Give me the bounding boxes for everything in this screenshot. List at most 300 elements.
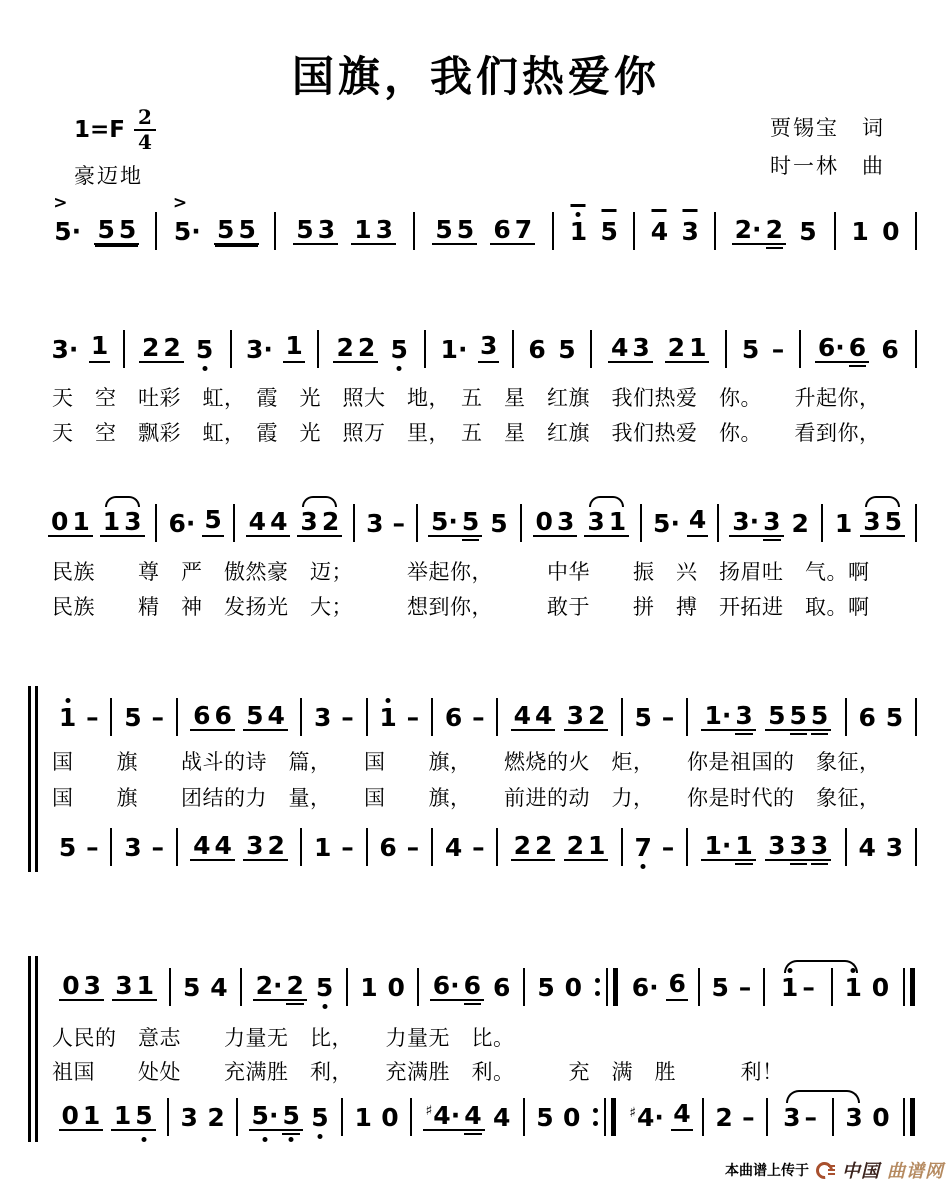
barline (915, 330, 917, 368)
octave-dot-high (65, 698, 70, 703)
barline (431, 698, 433, 736)
note: 3 (556, 506, 575, 536)
barline (496, 698, 498, 736)
barline (915, 212, 917, 250)
note: 0 (872, 1102, 890, 1132)
octave-dot-low (397, 366, 402, 371)
barline (552, 212, 554, 250)
note: – (406, 832, 420, 862)
note: 5 (217, 214, 235, 244)
note: 3 (300, 506, 318, 536)
note-group (214, 214, 259, 245)
note: 4 (193, 830, 211, 860)
barline (621, 828, 623, 866)
note: 4 (270, 506, 288, 536)
sharp-icon: ♯ (629, 1104, 636, 1121)
note: 4 (210, 972, 228, 1002)
note: 5 (810, 700, 829, 730)
measure (624, 832, 685, 868)
measure (720, 506, 820, 544)
barline (845, 698, 847, 736)
measure (179, 830, 299, 868)
note: – (771, 334, 785, 364)
octave-dot-low (289, 1137, 294, 1142)
accent-mark: > (172, 192, 188, 213)
score-line-3 (38, 496, 918, 544)
barline (413, 212, 415, 250)
note: 4 (687, 507, 708, 537)
sharp-icon: ♯ (425, 1102, 433, 1119)
measure (848, 702, 914, 738)
note-group (608, 332, 653, 363)
note: – (472, 832, 485, 862)
note-group (243, 700, 288, 731)
tempo-marking: 豪迈地 (74, 165, 143, 188)
barline (714, 212, 716, 250)
measure (38, 330, 122, 370)
note: – (341, 832, 354, 862)
note: 1 (834, 508, 853, 538)
measure (158, 192, 274, 252)
measure (172, 972, 238, 1008)
barline (590, 330, 592, 368)
note: 1 (588, 830, 606, 860)
note-group (815, 332, 869, 363)
measure (369, 832, 430, 868)
note: 3· (732, 506, 760, 536)
note: 6 (214, 700, 232, 730)
note: 6 (881, 334, 899, 364)
note-group (765, 830, 831, 861)
note-group (584, 506, 629, 537)
note: 6 (379, 832, 397, 862)
note: – (86, 832, 99, 862)
composer-credit: 时一林 曲 (770, 153, 885, 178)
tenuto-mark (683, 209, 698, 212)
note: 0 (61, 1100, 79, 1130)
barline (640, 504, 642, 542)
octave-dot-high (851, 968, 856, 973)
measure (179, 700, 299, 738)
barline (717, 504, 719, 542)
barline-thin (604, 1098, 606, 1136)
note: 5 (97, 214, 115, 244)
note: 1 (82, 1100, 101, 1130)
note-group (246, 506, 291, 537)
note: 3 (885, 832, 904, 862)
measure (689, 700, 844, 738)
note-group (428, 506, 482, 537)
note: 1 (354, 214, 372, 244)
measure (619, 1098, 701, 1138)
measure (824, 506, 914, 544)
note: – (661, 702, 675, 732)
measure (526, 972, 592, 1008)
note: 3 (587, 506, 605, 536)
note: 7 (632, 835, 653, 861)
barline (123, 330, 125, 368)
measure (499, 700, 619, 738)
barline (915, 504, 917, 542)
barline (417, 968, 419, 1006)
measure (555, 216, 632, 252)
barline (233, 504, 235, 542)
note-group (112, 970, 157, 1001)
note: 5 (461, 506, 480, 536)
note: 1 (377, 705, 398, 731)
note: 6 (444, 702, 463, 732)
time-signature (134, 106, 156, 154)
measure (303, 702, 364, 738)
note-group (564, 700, 609, 731)
note: 4 (513, 700, 532, 730)
note: 1 (735, 830, 753, 860)
repeat-dots (595, 968, 600, 1006)
measure (766, 972, 829, 1008)
tenuto-mark (602, 209, 617, 212)
note: 5 (599, 219, 620, 245)
note: 3 (789, 830, 807, 860)
note: 5 (634, 702, 652, 732)
note: 6 (463, 970, 482, 1000)
note-group (100, 506, 145, 537)
barline-thin (606, 968, 608, 1006)
note: 6 (848, 332, 867, 362)
barline (240, 968, 242, 1006)
note: 1 (779, 975, 800, 1001)
note-group (732, 214, 786, 245)
barline (915, 828, 917, 866)
note: 4 (214, 830, 232, 860)
note-group (190, 700, 235, 731)
note: 3 (246, 830, 264, 860)
meter-denominator: 4 (138, 130, 152, 154)
note: – (742, 1102, 755, 1132)
note: 5 (124, 702, 142, 732)
note: 2 (321, 506, 340, 536)
barline (512, 330, 514, 368)
barline (410, 1098, 412, 1136)
note: 3 (680, 219, 701, 245)
note: 4 (671, 1101, 692, 1131)
note: 3 (180, 1102, 198, 1132)
note: 0 (871, 972, 890, 1002)
note: 2 (357, 332, 376, 362)
measure (48, 1100, 166, 1138)
note: 2 (667, 332, 686, 362)
barline (110, 698, 112, 736)
measure (48, 702, 109, 738)
note: 3 (115, 970, 133, 1000)
note: 3 (375, 214, 394, 244)
octave-dot-high (576, 212, 581, 217)
octave-dot-low (318, 1134, 323, 1139)
barline (300, 698, 302, 736)
octave-dot-low (322, 1004, 327, 1009)
measure (636, 216, 713, 252)
measure (834, 972, 900, 1008)
measure (835, 1102, 900, 1138)
barline (341, 1098, 343, 1136)
note: 0 (50, 506, 69, 536)
note: 2 (765, 214, 783, 244)
note: 0 (535, 506, 553, 536)
barline (766, 1098, 768, 1136)
octave-dot-low (202, 366, 207, 371)
barline-thin (903, 968, 905, 1006)
measure (624, 702, 685, 738)
note: 0 (564, 972, 582, 1002)
note: 6· (817, 332, 845, 362)
barline (167, 1098, 169, 1136)
barline (366, 698, 368, 736)
note: 1· (704, 830, 732, 860)
note: 5 (536, 1102, 554, 1132)
site-logo-icon (816, 1162, 835, 1179)
note-group (765, 700, 831, 731)
score-line-2 (38, 322, 918, 370)
note: 5· > (172, 192, 201, 246)
note: – (802, 972, 815, 1002)
repeat-dots (593, 1098, 598, 1136)
accent-mark: > (53, 192, 68, 213)
note: 6 (666, 971, 687, 1001)
barline (300, 828, 302, 866)
score-line-5-voice2 (48, 1090, 918, 1138)
barline (176, 698, 178, 736)
measure (701, 972, 762, 1008)
note: ♯4· (425, 1100, 461, 1130)
note: 1 (113, 1100, 132, 1130)
repeat-barline (593, 1098, 617, 1138)
note: 5· (653, 508, 680, 538)
note-group (190, 830, 235, 861)
note: 1 (72, 506, 90, 536)
measure (113, 832, 174, 868)
note-group (351, 214, 396, 245)
lyric-line-verse1: 天 空 吐彩 虹， 霞 光 照大 地， 五 星 红旗 我们热爱 你。 升起你， (52, 386, 881, 410)
measure (499, 830, 619, 868)
note-group (564, 830, 609, 861)
barline (686, 698, 688, 736)
measure (356, 508, 415, 544)
note: 5 (388, 337, 409, 363)
note: – (392, 508, 406, 538)
barline (834, 212, 836, 250)
measure (728, 334, 797, 370)
note: 3 (810, 830, 829, 860)
note: 2 (207, 1102, 225, 1132)
watermark[interactable] (725, 1157, 944, 1183)
barline (915, 698, 917, 736)
note: 2 (588, 700, 606, 730)
barline-thick (613, 968, 618, 1006)
score-line-5-voice1 (48, 960, 918, 1008)
measure (769, 1102, 831, 1138)
note-group (533, 506, 578, 537)
note-group (94, 214, 139, 245)
measure (320, 332, 423, 370)
measure (419, 506, 519, 544)
lyric-line-verse2: 国 旗 团结的力 量， 国 旗， 前进的动 力， 你是时代的 象征， (52, 786, 881, 810)
barline (520, 504, 522, 542)
barline (831, 968, 833, 1006)
barline (366, 828, 368, 866)
system-bracket (28, 956, 38, 1142)
note: 2· (734, 214, 762, 244)
measure (158, 504, 231, 544)
note: 3 (366, 508, 384, 538)
key-signature (74, 106, 156, 154)
measure (38, 192, 154, 252)
barline (633, 212, 635, 250)
note: 4 (248, 506, 267, 536)
note-group (423, 1100, 485, 1131)
note: 2 (141, 332, 160, 362)
site-name-strong: 中国 (842, 1161, 880, 1181)
measure (515, 334, 589, 370)
note-group (511, 700, 556, 731)
note: – (472, 702, 485, 732)
measure (593, 332, 724, 370)
note: 2 (791, 508, 809, 538)
note: 2 (715, 1102, 733, 1132)
note: 0 (387, 972, 405, 1002)
note: 5 (133, 1103, 154, 1129)
note: 0 (381, 1102, 399, 1132)
measure (848, 832, 914, 868)
note: 1 (851, 216, 869, 246)
note: 1· (704, 700, 732, 730)
note: 1 (354, 1102, 372, 1132)
measure (126, 332, 229, 370)
barline (353, 504, 355, 542)
measure (523, 506, 639, 544)
score-line-4-voice1 (48, 690, 918, 738)
measure (38, 506, 154, 544)
score-line-1 (38, 192, 918, 252)
measure (48, 832, 109, 868)
barline (176, 828, 178, 866)
site-name-light: 曲谱网 (887, 1161, 944, 1181)
measure (705, 1102, 765, 1138)
barline (523, 1098, 525, 1136)
note-group (432, 214, 477, 245)
note: 2 (513, 830, 532, 860)
note-group (701, 830, 755, 861)
note: 2 (566, 830, 585, 860)
note: 5· > (53, 192, 82, 246)
note: 1· (440, 334, 468, 364)
note: 5 (280, 1103, 301, 1129)
lyric-line-verse2: 民族 精 神 发扬光 大； 想到你， 敢于 拼 搏 开拓进 取。啊 (52, 595, 870, 619)
note-group (111, 1100, 156, 1131)
lyric-line-verse2: 祖国 处处 充满胜 利， 充满胜 利。 充 满 胜 利！ (52, 1060, 784, 1084)
note: 3 (124, 832, 142, 862)
measure (420, 970, 523, 1008)
note: 5 (741, 334, 760, 364)
tenuto-mark (652, 209, 667, 212)
note: 4 (267, 700, 285, 730)
barline (832, 1098, 834, 1136)
measure (349, 972, 415, 1008)
note: 5 (456, 214, 475, 244)
note-group (490, 214, 535, 245)
barline-thin (903, 1098, 905, 1136)
note: 5 (711, 972, 729, 1002)
note: 6 (858, 702, 876, 732)
note-group (778, 972, 818, 1002)
measure (413, 1100, 522, 1138)
repeat-barline (595, 968, 619, 1008)
system-bracket (28, 686, 38, 872)
note-group (243, 830, 288, 861)
barline (346, 968, 348, 1006)
note: 1 (568, 219, 589, 245)
measure (233, 330, 317, 370)
note-group (333, 332, 378, 363)
barline (230, 330, 232, 368)
barline (317, 330, 319, 368)
note: 5 (768, 700, 786, 730)
note: – (661, 832, 675, 862)
note: 6· (631, 972, 659, 1002)
octave-dot-low (263, 1137, 268, 1142)
octave-dot-high (386, 698, 391, 703)
note: 5 (799, 216, 817, 246)
note: 5 (296, 214, 314, 244)
measure (434, 832, 495, 868)
note: 1 (136, 970, 154, 1000)
measure (170, 1102, 235, 1138)
measure (621, 968, 697, 1008)
note-group (293, 214, 338, 245)
note-group (729, 506, 783, 537)
lyric-line-verse1: 人民的 意志 力量无 比， 力量无 比。 (52, 1026, 515, 1050)
measure (526, 1102, 591, 1138)
note: 3 (124, 506, 142, 536)
measure (802, 332, 914, 370)
barline (686, 828, 688, 866)
tenuto-mark (571, 204, 586, 207)
octave-dot-low (641, 864, 646, 869)
note: 3· (246, 334, 273, 364)
measure (48, 970, 168, 1008)
final-barline (902, 1098, 916, 1138)
note: 4 (493, 1102, 511, 1132)
note-group (430, 970, 484, 1001)
note: ♯4· (629, 1102, 664, 1132)
note: 5 (490, 508, 508, 538)
note: 1 (313, 832, 332, 862)
measure (239, 1100, 340, 1138)
note: 1 (689, 332, 707, 362)
note: 0 (563, 1102, 581, 1132)
note: 6 (493, 214, 511, 244)
measure (243, 970, 346, 1008)
score-line-4-voice2 (48, 820, 918, 868)
note: – (151, 702, 165, 732)
note: – (341, 702, 354, 732)
barline (799, 330, 801, 368)
barline (725, 330, 727, 368)
note-group (701, 700, 755, 731)
note: 5 (309, 1105, 330, 1131)
note: 4 (858, 832, 876, 862)
lyric-line-verse1: 国 旗 战斗的诗 篇， 国 旗， 燃烧的火 炬， 你是祖国的 象征， (52, 750, 881, 774)
note-group (253, 970, 307, 1001)
note-group (249, 1100, 303, 1131)
